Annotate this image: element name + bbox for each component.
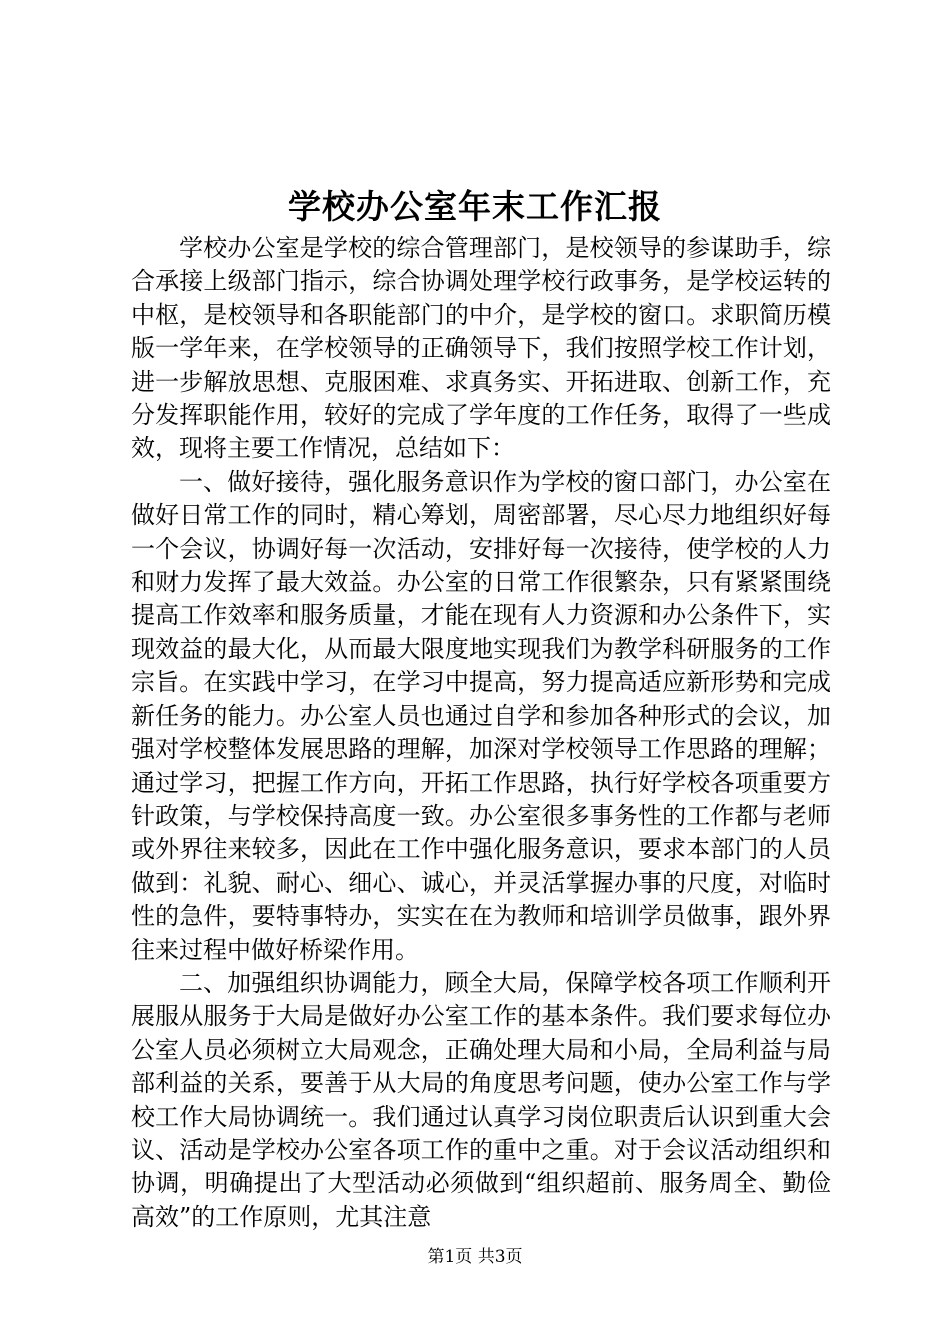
paragraph-section-1: 一、做好接待，强化服务意识作为学校的窗口部门，办公室在做好日常工作的同时，精心筹划，周密部署，尽心尽力地组织好每一个会议，协调好每一次活动，安排好每一次接待，使学校的人力和财力发挥了最大效益。办公室的日常工作很繁杂，只有紧紧围绕提高工作效率和服务质量，才能在现有人力资源和办公条件下，实现效益的最大化，从而最大限度地实现我们为教学科研服务的工作宗旨。在实践中学习，在学习中提高，努力提高适应新形势和完成新任务的能力。办公室人员也通过自学和参加各种形式的会议，加强对学校整体发展思路的理解，加深对学校领导工作思路的理解；通过学习，把握工作方向，开拓工作思路，执行好学校各项重要方针政策，与学校保持高度一致。办公室很多事务性的工作都与老师或外界往来较多，因此在工作中强化服务意识，要求本部门的人员做到：礼貌、耐心、细心、诚心，并灵活掌握办事的尺度，对临时性的急件，要特事特办，实实在在为教师和培训学员做事，跟外界往来过程中做好桥梁作用。 — [131, 467, 831, 964]
document-title: 学校办公室年末工作汇报 — [288, 187, 662, 226]
document-body — [131, 232, 831, 1234]
paragraph-intro: 学校办公室是学校的综合管理部门，是校领导的参谋助手，综合承接上级部门指示，综合协调处理学校行政事务，是学校运转的中枢，是校领导和各职能部门的中介，是学校的窗口。求职简历模版一学年来，在学校领导的正确领导下，我们按照学校工作计划，进一步解放思想、克服困难、求真务实、开拓进取、创新工作，充分发挥职能作用，较好的完成了学年度的工作任务，取得了一些成效，现将主要工作情况，总结如下： — [131, 234, 831, 463]
paragraph-section-2: 二、加强组织协调能力，顾全大局，保障学校各项工作顺利开展服从服务于大局是做好办公室工作的基本条件。我们要求每位办公室人员必须树立大局观念，正确处理大局和小局，全局利益与局部利益的关系，要善于从大局的角度思考问题，使办公室工作与学校工作大局协调统一。我们通过认真学习岗位职责后认识到重大会议、活动是学校办公室各项工作的重中之重。对于会议活动组织和协调，明确提出了大型活动必须做到“组织超前、服务周全、勤俭高效”的工作原则，尤其注意 — [131, 968, 831, 1231]
page-footer: 第1页 共3页 — [427, 1247, 523, 1267]
